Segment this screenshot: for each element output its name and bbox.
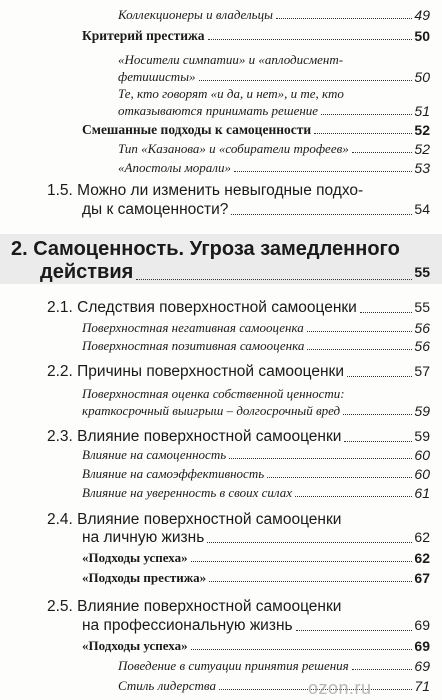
toc-entry-page: 53 xyxy=(414,160,430,176)
dot-leader xyxy=(209,581,412,582)
toc-chapter-page: 55 xyxy=(414,264,430,280)
toc-section-page: 57 xyxy=(414,363,430,379)
toc-entry-page: 56 xyxy=(414,320,430,336)
dot-leader xyxy=(352,669,413,670)
toc-entry-page: 60 xyxy=(414,447,430,463)
toc-entry-page: 52 xyxy=(414,122,430,138)
toc-entry-title: «Подходы престижа» xyxy=(82,570,207,585)
dot-leader xyxy=(314,133,412,134)
toc-entry-page: 60 xyxy=(414,466,430,482)
toc-entry-page: 50 xyxy=(414,69,430,85)
toc-chapter-title-line: 2. Самоценность. Угроза замедленного xyxy=(11,238,400,260)
toc-section[interactable] xyxy=(47,427,430,446)
dot-leader xyxy=(199,80,413,81)
dot-leader xyxy=(343,414,412,415)
toc-section-page: 69 xyxy=(414,617,430,633)
toc-entry-title: Стиль лидерства xyxy=(118,678,216,693)
toc-entry[interactable] xyxy=(82,570,430,586)
toc-entry-title: «Подходы успеха» xyxy=(82,550,188,565)
toc-section-page: 59 xyxy=(414,428,430,444)
dot-leader xyxy=(295,496,412,497)
dot-leader xyxy=(267,477,412,478)
toc-entry[interactable] xyxy=(82,320,430,336)
toc-entry-page: 62 xyxy=(414,550,430,566)
dot-leader xyxy=(296,630,413,631)
toc-entry[interactable] xyxy=(82,638,430,654)
dot-leader xyxy=(229,458,412,459)
toc-section[interactable] xyxy=(82,200,430,219)
dot-leader xyxy=(231,214,412,215)
dot-leader xyxy=(191,649,413,650)
watermark-text: ozon.ru xyxy=(308,678,372,698)
toc-entry[interactable] xyxy=(82,485,430,501)
toc-section-page: 55 xyxy=(414,299,430,315)
toc-entry[interactable] xyxy=(118,160,430,176)
toc-entry-title: Влияние на самоценность xyxy=(82,447,227,462)
toc-section-title-cont: ды к самоценности? xyxy=(82,201,229,218)
toc-section-title-cont: на профессиональную жизнь xyxy=(82,617,293,634)
toc-entry-page: 50 xyxy=(414,28,430,44)
toc-section-page: 62 xyxy=(414,529,430,545)
toc-entry-page: 67 xyxy=(414,570,430,586)
toc-section-title-line: 2.5. Влияние поверхностной самооценки xyxy=(47,598,342,615)
toc-entry-title: «Подходы успеха» xyxy=(82,638,188,653)
toc-entry-title-line: Те, кто говорят «и да, и нет», и те, кто xyxy=(118,86,344,101)
toc-entry-title: Коллекционеры и владельцы xyxy=(118,7,273,22)
toc-entry[interactable] xyxy=(118,103,430,119)
dot-leader xyxy=(191,561,413,562)
toc-entry-title: Тип «Казанова» и «собиратели трофеев» xyxy=(118,141,349,156)
toc-section-title: 2.3. Влияние поверхностной самооценки xyxy=(47,428,342,445)
toc-section-page: 54 xyxy=(414,201,430,217)
dot-leader xyxy=(207,542,412,543)
toc-entry-page: 69 xyxy=(414,658,430,674)
toc-entry-title: Поведение в ситуации принятия решения xyxy=(118,658,349,673)
toc-entry[interactable] xyxy=(118,7,430,23)
toc-chapter[interactable] xyxy=(40,260,430,284)
toc-section-title-line: 1.5. Можно ли изменить невыгодные подхо- xyxy=(47,182,364,199)
toc-section-title-cont: на личную жизнь xyxy=(82,529,205,546)
toc-entry-title: «Апостолы морали» xyxy=(118,160,231,175)
toc-section[interactable] xyxy=(82,616,430,635)
toc-entry-title: Влияние на самоэффективность xyxy=(82,466,265,481)
dot-leader xyxy=(360,312,413,313)
toc-entry-title: Поверхностная негативная самооценка xyxy=(82,320,304,335)
toc-entry-page: 52 xyxy=(414,141,430,157)
toc-entry[interactable] xyxy=(118,141,430,157)
dot-leader xyxy=(234,171,412,172)
toc-entry-page: 71 xyxy=(414,678,430,694)
toc-entry-title-line: Поверхностная оценка собственной ценности: xyxy=(82,386,345,401)
dot-leader xyxy=(136,279,412,280)
dot-leader xyxy=(307,331,413,332)
toc-section[interactable] xyxy=(82,528,430,547)
toc-section[interactable] xyxy=(47,362,430,381)
dot-leader xyxy=(344,441,412,442)
toc-entry-title-cont: отказываются принимать решение xyxy=(118,103,319,118)
toc-entry-page: 49 xyxy=(414,7,430,23)
toc-entry-title: Влияние на уверенность в своих силах xyxy=(82,485,293,500)
dot-leader xyxy=(307,349,412,350)
toc-entry-title-cont: фетишисты» xyxy=(118,69,196,84)
dot-leader xyxy=(276,18,413,19)
toc-entry[interactable] xyxy=(82,122,430,138)
toc-entry[interactable] xyxy=(82,403,430,419)
toc-entry-title: Поверхностная позитивная самооценка xyxy=(82,338,305,353)
toc-entry-page: 56 xyxy=(414,338,430,354)
toc-entry[interactable] xyxy=(82,466,430,482)
dot-leader xyxy=(321,114,412,115)
dot-leader xyxy=(208,39,413,40)
toc-entry-title-line: «Носители симпатии» и «аплодисмент- xyxy=(118,52,344,67)
dot-leader xyxy=(347,376,412,377)
dot-leader xyxy=(352,152,413,153)
toc-entry-page: 69 xyxy=(414,638,430,654)
toc-chapter-title-cont: действия xyxy=(40,261,134,283)
toc-section[interactable] xyxy=(47,298,430,317)
toc-section-title: 2.1. Следствия поверхностной самооценки xyxy=(47,299,357,316)
toc-entry[interactable] xyxy=(118,658,430,674)
toc-entry[interactable] xyxy=(82,550,430,566)
toc-entry-page: 61 xyxy=(414,485,430,501)
toc-entry-page: 51 xyxy=(414,103,430,119)
toc-entry-title: Критерий престижа xyxy=(82,28,205,43)
toc-entry-page: 59 xyxy=(414,403,430,419)
toc-entry[interactable] xyxy=(82,338,430,354)
toc-section-title-line: 2.4. Влияние поверхностной самооценки xyxy=(47,511,342,528)
toc-entry[interactable] xyxy=(118,678,430,694)
toc-entry-title-cont: краткосрочный выигрыш – долгосрочный вред xyxy=(82,403,341,418)
toc-entry[interactable] xyxy=(118,69,430,85)
toc-entry[interactable] xyxy=(82,447,430,463)
toc-section-title: 2.2. Причины поверхностной самооценки xyxy=(47,363,344,380)
toc-entry[interactable] xyxy=(82,28,430,44)
toc-entry-title: Смешанные подходы к самоценности xyxy=(82,122,312,137)
